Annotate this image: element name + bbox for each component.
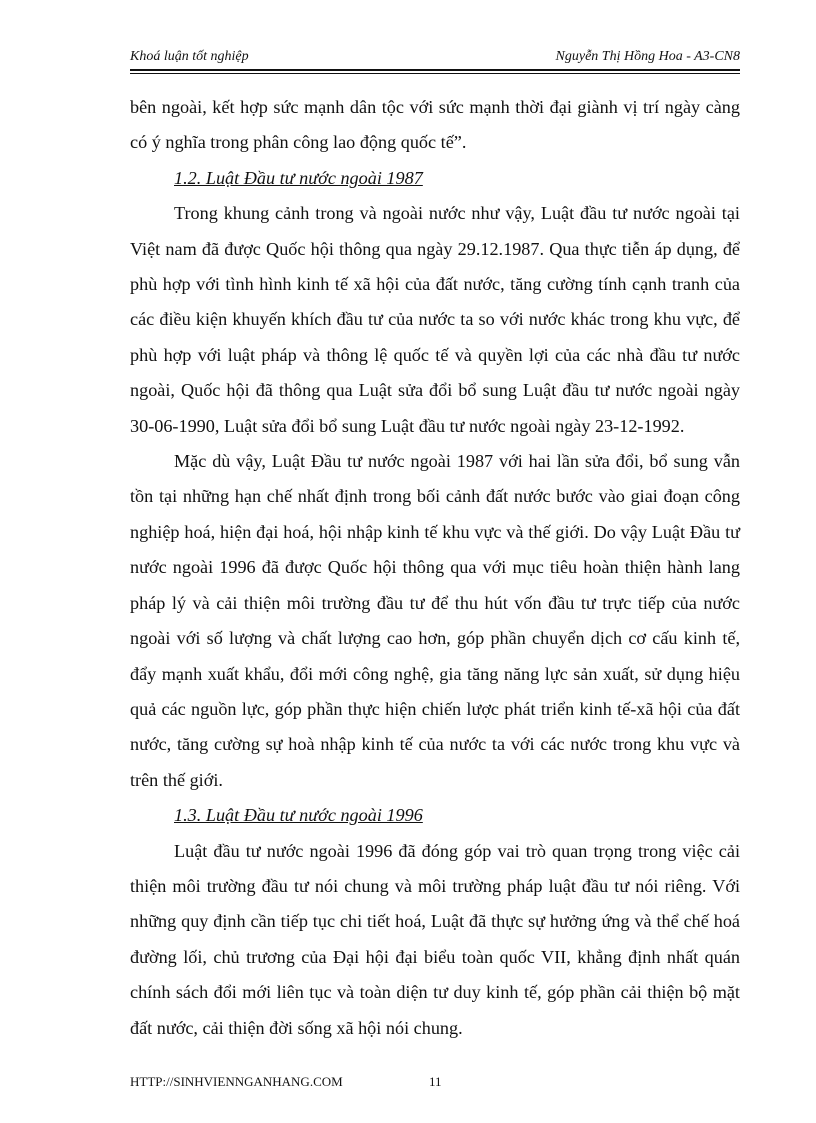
paragraph-1996-law: Luật đầu tư nước ngoài 1996 đã đóng góp vai trò quan trọng trong việc cải thiện môi trường đầu tư nói chung và môi trường pháp luật đầu tư nói riêng. Với những quy định cần tiếp tục chi tiết hoá, Luật đã thực sự hưởng ứng và thể chế hoá đường lối, chủ trương của Đại hội đại biểu toàn quốc VII, khẳng định nhất quán chính sách đổi mới liên tục và toàn diện tư duy kinh tế, góp phần cải thiện bộ mặt đất nước, cải thiện đời sống xã hội nói chung. [130,840,740,1038]
header-document-type: Khoá luận tốt nghiệp [130,49,249,64]
section-heading-1-3: 1.3. Luật Đầu tư nước ngoài 1996 [174,805,423,826]
page-header [130,47,740,67]
header-rule-thick [130,69,740,71]
section-heading-1-2: 1.2. Luật Đầu tư nước ngoài 1987 [174,167,423,188]
footer-website-link[interactable]: HTTP://SINHVIENNGANHANG.COM [130,1074,343,1089]
paragraph-1987-limitations: Mặc dù vậy, Luật Đầu tư nước ngoài 1987 với hai lần sửa đổi, bổ sung vẫn tồn tại những hạn chế nhất định trong bối cảnh đất nước bước vào giai đoạn công nghiệp hoá, hiện đại hoá, hội nhập kinh tế khu vực và thế giới. Do vậy Luật Đầu tư nước ngoài 1996 đã được Quốc hội thông qua với mục tiêu hoàn thiện hành lang pháp lý và cải thiện môi trường đầu tư để thu hút vốn đầu tư trực tiếp của nước ngoài với số lượng và chất lượng cao hơn, góp phần chuyển dịch cơ cấu kinh tế, đẩy mạnh xuất khẩu, đổi mới công nghệ, gia tăng năng lực sản xuất, sử dụng hiệu quả các nguồn lực, góp phần thực hiện chiến lược phát triển kinh tế-xã hội của đất nước, tăng cường sự hoà nhập kinh tế của nước ta với các nước trong khu vực và trên thế giới. [130,451,740,790]
page-body [130,90,740,1046]
paragraph-intro: bên ngoài, kết hợp sức mạnh dân tộc với sức mạnh thời đại giành vị trí ngày càng có ý nghĩa trong phân công lao động quốc tế”. [130,97,740,153]
page-number: 11 [429,1074,442,1089]
paragraph-1987-adoption: Trong khung cảnh trong và ngoài nước như vậy, Luật đầu tư nước ngoài tại Việt nam đã được Quốc hội thông qua ngày 29.12.1987. Qua thực tiễn áp dụng, để phù hợp với tình hình kinh tế xã hội của đất nước, tăng cường tính cạnh tranh của các điều kiện khuyến khích đầu tư của nước ta so với nước khác trong khu vực, để phù hợp với luật pháp và thông lệ quốc tế và quyền lợi của các nhà đầu tư nước ngoài, Quốc hội đã thông qua Luật sửa đổi bổ sung Luật đầu tư nước ngoài ngày 30-06-1990, Luật sửa đổi bổ sung Luật đầu tư nước ngoài ngày 23-12-1992. [130,203,740,436]
header-rule-thin [130,73,740,74]
page-footer [130,1074,740,1092]
header-author: Nguyễn Thị Hồng Hoa - A3-CN8 [555,49,740,64]
